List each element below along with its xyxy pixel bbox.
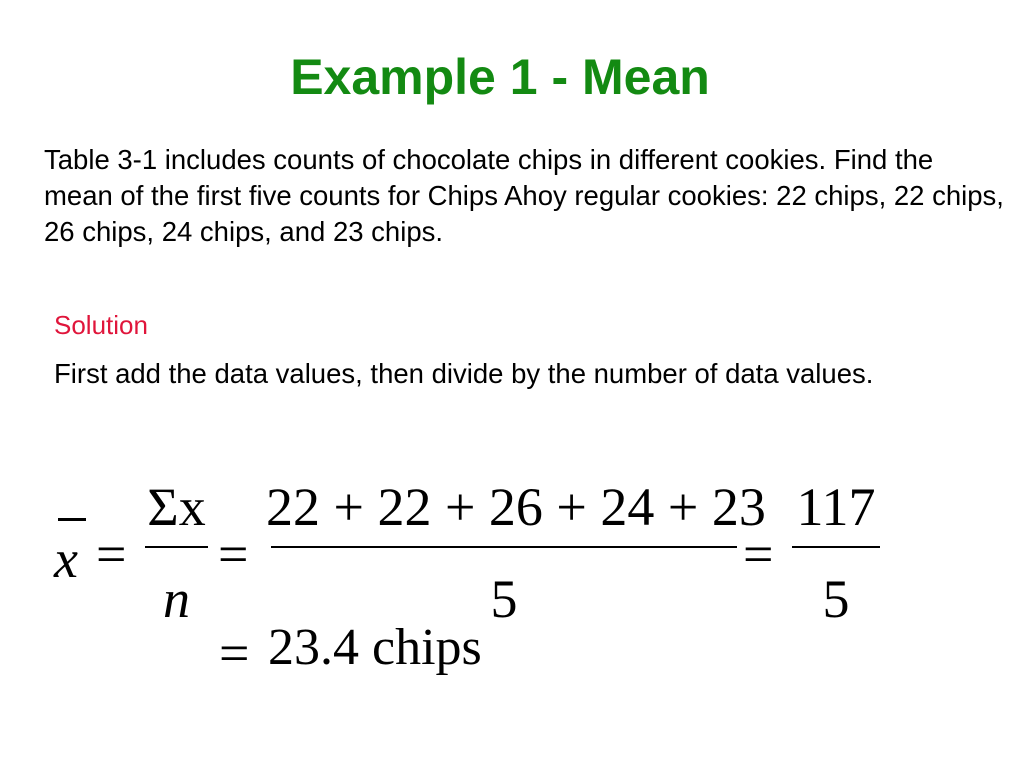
equals-sign: =	[219, 623, 250, 683]
solution-text: First add the data values, then divide by the number of data values.	[54, 358, 874, 389]
total-denominator: 5	[822, 569, 850, 629]
xbar-symbol: x	[54, 529, 78, 589]
equals-sign: =	[96, 524, 127, 584]
fraction-bar	[792, 546, 880, 548]
xbar-overline	[58, 518, 86, 521]
slide-title: Example 1 - Mean	[290, 49, 710, 105]
values-numerator: 22 + 22 + 26 + 24 + 23	[266, 477, 766, 537]
mean-result: 23.4 chips	[268, 619, 482, 676]
total-numerator: 117	[796, 477, 876, 537]
fraction-bar	[145, 546, 208, 548]
sum-denominator: n	[163, 569, 190, 629]
values-denominator: 5	[490, 569, 518, 629]
sum-numerator: Σx	[147, 477, 206, 537]
solution-label: Solution	[54, 310, 148, 340]
fraction-bar	[271, 546, 737, 548]
problem-statement: Table 3-1 includes counts of chocolate chips in different cookies. Find the mean of the first five counts for Chips Ahoy regular cookies: 22 chips, 22 chips, 26 chips, 24 chips, and 23 chips.	[44, 144, 1004, 247]
equals-sign: =	[218, 524, 249, 584]
equals-sign: =	[743, 524, 774, 584]
